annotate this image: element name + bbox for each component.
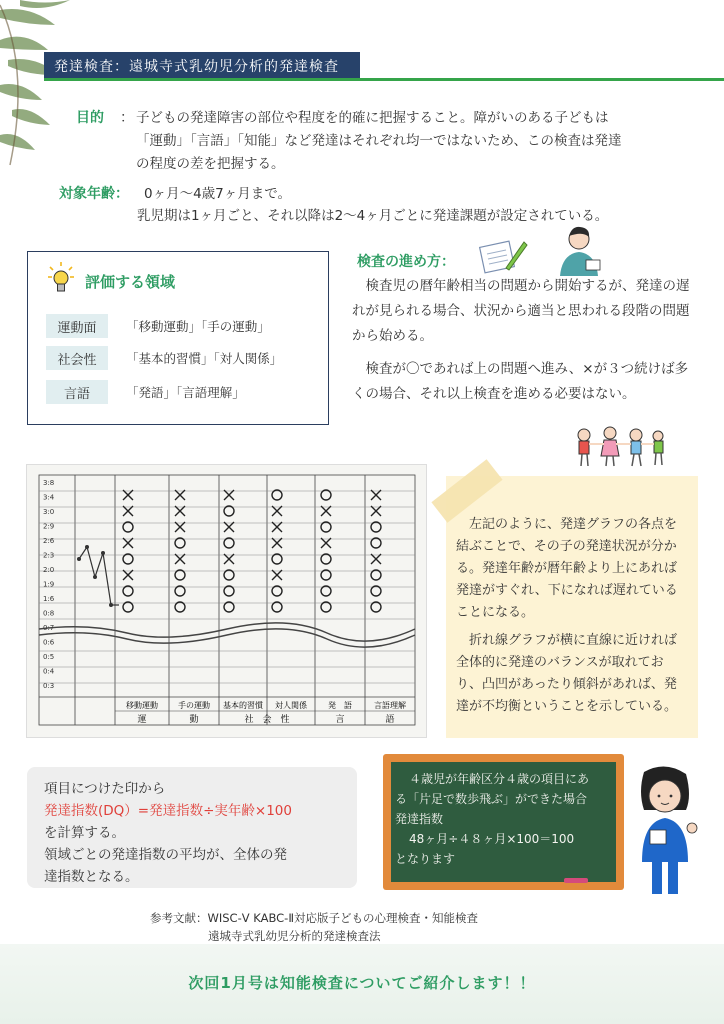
chart-circle-mark [123, 554, 133, 564]
chart-cross-mark [175, 522, 185, 532]
chart-cross-mark [224, 554, 234, 564]
chart-footer-label: 対人関係 [275, 701, 307, 710]
chalkboard-text [395, 769, 615, 869]
chalkboard-line: 48ヶ月÷４８ヶ月×100＝100 [409, 832, 575, 846]
chalkboard-line: ４歳児が年齢区分４歳の項目にあ [409, 772, 590, 786]
dq-text [44, 778, 344, 888]
chart-footer-label: 社 会 性 [244, 715, 290, 725]
chart-circle-mark [371, 538, 381, 548]
evaluation-row [46, 346, 282, 370]
chart-circle-mark [321, 602, 331, 612]
chart-y-tick: 3:8 [43, 479, 55, 487]
chart-circle-mark [224, 506, 234, 516]
target-age-label: 対象年齢： [59, 186, 129, 202]
chart-cross-mark [371, 490, 381, 500]
note-text [456, 514, 688, 718]
chart-circle-mark [272, 554, 282, 564]
chart-footer-label: 動 [189, 715, 199, 725]
chart-cross-mark [123, 506, 133, 516]
chart-y-tick: 1:9 [43, 580, 55, 589]
chart-cross-mark [371, 554, 381, 564]
procedure-paragraph: 検査が〇であれば上の問題へ進み、×が３つ続けば多くの場合、それ以上検査を進める必要はない。 [352, 361, 689, 402]
chart-circle-mark [224, 570, 234, 580]
teacher-writing-icon [550, 222, 608, 276]
target-age-text [120, 183, 720, 227]
chalk [564, 878, 588, 883]
procedure-paragraph: 検査児の暦年齢相当の問題から開始するが、発達の遅れが見られる場合、状況から適当と思われる段階の問題から始める。 [352, 278, 690, 344]
chart-footer-label: 移動運動 [126, 701, 158, 710]
evaluation-head: 社会性 [46, 346, 108, 370]
chart-cross-mark [272, 506, 282, 516]
chart-circle-mark [371, 570, 381, 580]
evaluation-value: 「発語」「言語理解」 [126, 385, 245, 400]
chart-y-tick: 0:6 [43, 638, 55, 647]
reference-line: 遠城寺式乳幼児分析的発達検査法 [208, 929, 381, 943]
chart-circle-mark [272, 586, 282, 596]
chart-y-tick: 2:9 [43, 522, 55, 531]
notepad-pencil-icon [478, 236, 528, 276]
note-paragraph: 折れ線グラフが横に直線に近ければ全体的に発達のバランスが取れており、凸凹があったり傾斜があれば、発達が不均衡ということを示している。 [456, 633, 678, 714]
chart-circle-mark [175, 586, 185, 596]
target-age-line: 乳児期は1ヶ月ごと、それ以降は2〜4ヶ月ごとに発達課題が設定されている。 [137, 208, 609, 224]
lightbulb-icon [48, 262, 74, 296]
chart-cross-mark [321, 538, 331, 548]
chart-y-tick: 3:0 [43, 508, 55, 516]
chalkboard-line: となります [395, 852, 456, 866]
chart-footer-label: 運 [137, 715, 147, 725]
dq-line: を計算する。 [44, 825, 125, 841]
chart-circle-mark [272, 602, 282, 612]
chart-circle-mark [224, 586, 234, 596]
purpose-line: 子どもの発達障害の部位や程度を的確に把握すること。障がいのある子どもは [136, 110, 609, 126]
chart-footer-label: 言 [335, 715, 345, 725]
chart-y-tick: 0:3 [43, 682, 55, 690]
procedure-text [352, 274, 697, 407]
chart-y-tick: 3:4 [43, 493, 55, 502]
evaluation-value: 「基本的習慣」「対人関係」 [126, 351, 283, 366]
chart-circle-mark [321, 586, 331, 596]
chart-circle-mark [371, 522, 381, 532]
chart-circle-mark [123, 602, 133, 612]
chart-footer-label: 基本的習慣 [223, 701, 263, 710]
chart-circle-mark [371, 586, 381, 596]
chart-cross-mark [224, 522, 234, 532]
purpose-colon: ： [120, 110, 134, 126]
chart-y-tick: 0:7 [43, 624, 55, 632]
purpose-label: 目的 [76, 110, 104, 126]
chart-y-tick: 2:0 [43, 566, 55, 574]
evaluation-row [46, 314, 270, 338]
chart-y-tick: 0:8 [43, 609, 55, 618]
chart-cross-mark [123, 490, 133, 500]
chart-cross-mark [123, 538, 133, 548]
chart-y-tick: 1:6 [43, 595, 55, 603]
evaluation-row [46, 380, 245, 404]
chart-circle-mark [224, 602, 234, 612]
purpose-line: 「運動」「言語」「知能」など発達はそれぞれ均一ではないため、この検査は発達 [136, 133, 622, 149]
chart-cross-mark [175, 554, 185, 564]
chart-circle-mark [371, 602, 381, 612]
evaluation-head: 言語 [46, 380, 108, 404]
chalkboard-line: る「片足で数歩飛ぶ」ができた場合 [395, 792, 588, 806]
chart-cross-mark [224, 490, 234, 500]
chart-cross-mark [371, 506, 381, 516]
nurse-illustration [630, 766, 700, 902]
chart-y-tick: 2:6 [43, 537, 55, 545]
chart-y-tick: 2:3 [43, 551, 55, 560]
purpose-text [136, 107, 711, 176]
chart-footer-label: 発 語 [328, 701, 352, 710]
chart-cross-mark [175, 490, 185, 500]
reference-line: 参考文献：WISC-Ⅴ KABC-Ⅱ対応版子どもの心理検査・知能検査 [150, 911, 478, 925]
next-issue-notice: 次回1月号は知能検査についてご紹介します！！ [188, 974, 536, 992]
chart-y-tick: 0:4 [43, 667, 55, 676]
purpose-line: の程度の差を把握する。 [136, 156, 285, 172]
dq-line: 領域ごとの発達指数の平均が、全体の発 [44, 847, 287, 863]
dq-line: 達指数となる。 [44, 869, 139, 885]
chart-cross-mark [272, 570, 282, 580]
chart-cross-mark [321, 506, 331, 516]
procedure-label: 検査の進め方： [357, 254, 455, 270]
evaluation-value: 「移動運動」「手の運動」 [126, 319, 270, 334]
chart-circle-mark [272, 490, 282, 500]
evaluation-head: 運動面 [46, 314, 108, 338]
chart-cross-mark [272, 522, 282, 532]
dq-formula: 発達指数(DQ）=発達指数÷実年齢×100 [44, 803, 292, 819]
children-illustration [570, 426, 668, 468]
chart-circle-mark [123, 586, 133, 596]
note-paragraph: 左記のように、発達グラフの各点を結ぶことで、その子の発達状況が分かる。発達年齢が暦年齢より上にあれば発達がすぐれ、下になれば遅れていることになる。 [456, 517, 678, 620]
leaf-decoration [0, 0, 90, 170]
evaluation-title: 評価する領域 [85, 273, 176, 291]
chart-footer-label: 手の運動 [178, 701, 210, 710]
dq-line: 項目につけた印から [44, 781, 166, 797]
chart-circle-mark [224, 538, 234, 548]
page-title: 発達検査：遠城寺式乳幼児分析的発達検査 [44, 52, 360, 80]
chart-cross-mark [123, 570, 133, 580]
development-chart-drawing [27, 465, 426, 737]
chart-footer-label: 語 [385, 715, 395, 725]
chart-circle-mark [321, 490, 331, 500]
chart-circle-mark [123, 522, 133, 532]
target-age-line: 0ヶ月〜4歳7ヶ月まで。 [144, 186, 291, 202]
chart-circle-mark [175, 570, 185, 580]
chart-circle-mark [321, 522, 331, 532]
chalkboard-line: 発達指数 [395, 812, 444, 826]
reference [150, 909, 478, 945]
chart-circle-mark [321, 554, 331, 564]
chart-footer-label: 言語理解 [374, 701, 406, 710]
chart-circle-mark [321, 570, 331, 580]
chart-cross-mark [272, 538, 282, 548]
chart-circle-mark [175, 602, 185, 612]
chart-y-tick: 0:5 [43, 653, 55, 661]
chart-circle-mark [175, 538, 185, 548]
title-underline [44, 78, 724, 81]
chart-cross-mark [175, 506, 185, 516]
development-chart-photo [26, 464, 427, 738]
